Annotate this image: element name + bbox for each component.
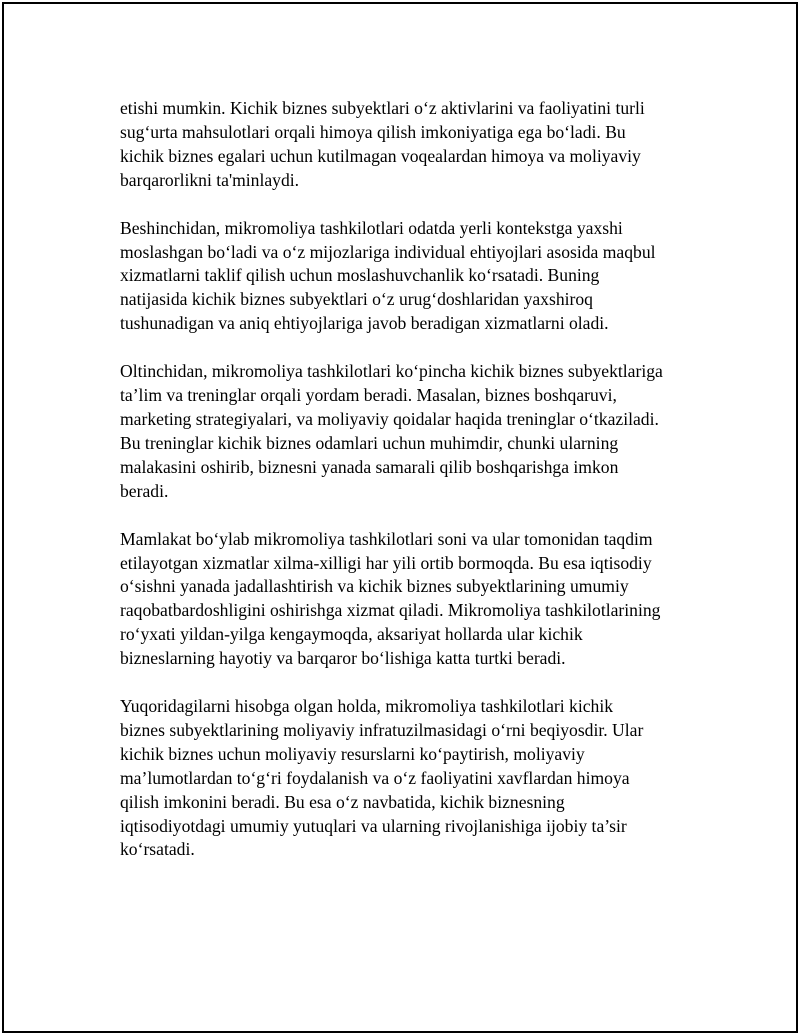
- document-body: [120, 97, 695, 886]
- paragraph-4: Mamlakat bo‘ylab mikromoliya tashkilotlari soni va ular tomonidan taqdim etilayotgan xizmatlar xilma-xilligi har yili ortib bormoqda. Bu esa iqtisodiy o‘sishni yanada jadallashtirish va kichik biznes subyektlarining umumiy raqobatbardoshligini oshirishga xizmat qiladi. Mikromoliya tashkilotlarining ro‘yxati yildan-yilga kengaymoqda, aksariyat hollarda ular kichik bizneslarning hayotiy va barqaror bo‘lishiga katta turtki beradi.: [120, 528, 661, 669]
- paragraph-1: etishi mumkin. Kichik biznes subyektlari o‘z aktivlarini va faoliyatini turli sug‘urta mahsulotlari orqali himoya qilish imkoniyatiga ega bo‘ladi. Bu kichik biznes egalari uchun kutilmagan voqealardan himoya va moliyaviy barqarorlikni ta'minlaydi.: [120, 98, 645, 190]
- paragraph-5: Yuqoridagilarni hisobga olgan holda, mikromoliya tashkilotlari kichik biznes subyektlarining moliyaviy infratuzilmasidagi o‘rni beqiyosdir. Ular kichik biznes uchun moliyaviy resurslarni ko‘paytirish, moliyaviy ma’lumotlardan to‘g‘ri foydalanish va o‘z faoliyatini xavflardan himoya qilish imkonini beradi. Bu esa o‘z navbatida, kichik biznesning iqtisodiyotdagi umumiy yutuqlari va ularning rivojlanishiga ijobiy ta’sir ko‘rsatadi.: [120, 696, 644, 860]
- paragraph-2: Beshinchidan, mikromoliya tashkilotlari odatda yerli kontekstga yaxshi moslashgan bo‘ladi va o‘z mijozlariga individual ehtiyojlari asosida maqbul xizmatlarni taklif qilish uchun moslashuvchanlik ko‘rsatadi. Buning natijasida kichik biznes subyektlari o‘z urug‘doshlaridan yaxshiroq tushunadigan va aniq ehtiyojlariga javob beradigan xizmatlarni oladi.: [120, 217, 656, 334]
- page-frame: [2, 2, 798, 1033]
- paragraph-3: Oltinchidan, mikromoliya tashkilotlari ko‘pincha kichik biznes subyektlariga ta’lim va treninglar orqali yordam beradi. Masalan, biznes boshqaruvi, marketing strategiyalari, va moliyaviy qoidalar haqida treninglar o‘tkaziladi. Bu treninglar kichik biznes odamlari uchun muhimdir, chunki ularning malakasini oshirib, biznesni yanada samarali qilib boshqarishga imkon beradi.: [120, 361, 663, 501]
